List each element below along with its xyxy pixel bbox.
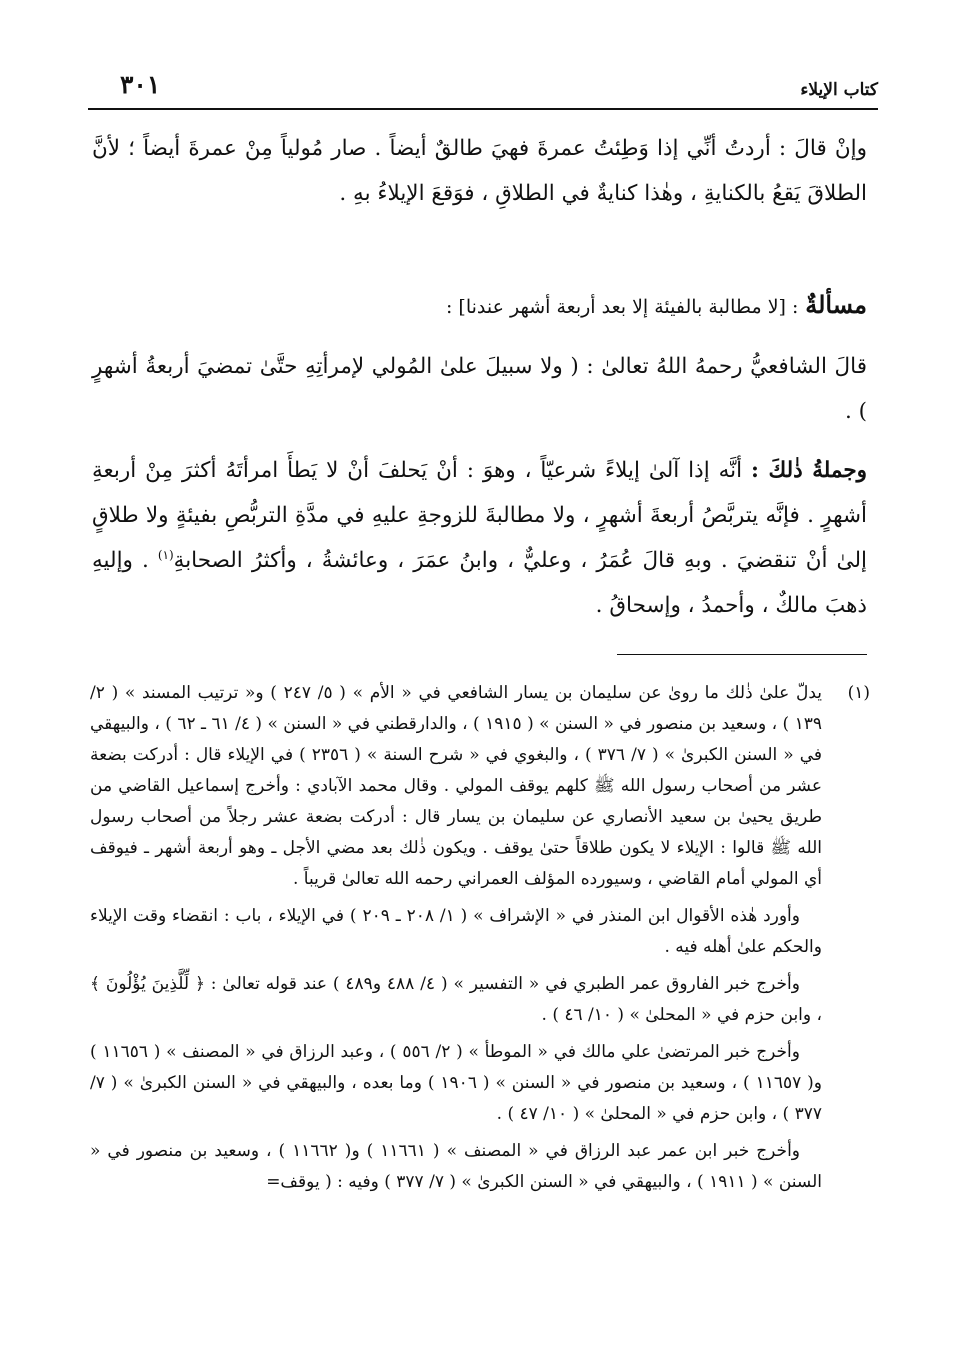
paragraph: قالَ الشافعيُّ رحمهُ اللهُ تعالىٰ : ( ولا سبيلَ علىٰ المُولي لإمرأتِهِ حتَّىٰ تمضيَ أربعةُ أشهرٍ ) . xyxy=(92,354,867,424)
paragraph xyxy=(92,448,867,628)
page-header xyxy=(88,66,878,106)
paragraph-lead: وجملةُ ذٰلكَ : xyxy=(750,458,867,483)
footnote-paragraph: وأخرج خبر المرتضىٰ علي مالك في « الموطأ » ( ٢/ ٥٥٦ ) ، وعبد الرزاق في « المصنف » ( ١١٦٥٦ ) و( ١١٦٥٧ ) ، وسعيد بن منصور في « السنن » ( ١٩٠٦ ) وما بعده ، والبيهقي في « السنن الكبرىٰ » ( ٧/ ٣٧٧ ) ، وابن حزم في « المحلىٰ » ( ١٠/ ٤٧ ) . xyxy=(90,1042,823,1124)
footnote-number: (١) xyxy=(847,683,870,703)
running-title: كتاب الإيلاء xyxy=(800,80,878,100)
footnote-paragraph: وأخرج خبر ابن عمر عبد الرزاق في « المصنف » ( ١١٦٦١ ) و( ١١٦٦٢ ) ، وسعيد بن منصور في « السنن » ( ١٩١١ ) ، والبيهقي في « السنن الكبرىٰ » ( ٧/ ٣٧٧ ) وفيه : ( يوقف= xyxy=(90,1141,822,1192)
masala-topic: : [لا مطالبة بالفيئة إلا بعد أربعة أشهر عندنا] : xyxy=(445,296,799,318)
paragraph: وإنْ قالَ : أردتُ أنِّي إذا وَطِئتُ عمرةَ فهيَ طالقٌ أيضاً . صار مُولياً مِنْ عمرةَ أيضاً ؛ لأنَّ الطلاقَ يَقعُ بالكنايةِ ، وهٰذا كنايةٌ في الطلاقِ ، فوَقعَ الإيلاءُ بهِ . xyxy=(92,136,867,206)
footnote-separator xyxy=(617,654,867,655)
masala-heading xyxy=(92,282,867,330)
footnote-item xyxy=(90,678,870,1198)
paragraph-tail: . وإليهِ ذهبَ مالكٌ ، وأحمدُ ، وإسحاقُ . xyxy=(92,548,867,618)
paragraph-text: أنَّه إذا آلىٰ إيلاءً شرعيّاً ، وهوَ : أنْ يَحلفَ أنْ لا يَطأَ امرأتَهُ أكثرَ مِنْ أربعةِ أشهرٍ . فإنَّه يتربَّصُ أربعةَ أشهرٍ ، ولا مطالبةَ للزوجةِ عليهِ في مدَّةِ التربُّصِ بفيئةٍ ولا طلاقٍ إلىٰ أنْ تنقضيَ . وبهِ قالَ عُمَرُ ، وعليٌّ ، وابنُ عمَرَ ، وعائشةُ ، وأكثرُ الصحابةِ xyxy=(92,458,867,573)
header-rule xyxy=(88,108,878,110)
footnote-content xyxy=(90,678,822,1198)
main-text xyxy=(92,126,867,628)
footnote-reference[interactable]: (١) xyxy=(157,547,174,562)
footnote-paragraph: وأورد هٰذه الأقوال ابن المنذر في « الإشراف » ( ١/ ٢٠٨ ـ ٢٠٩ ) في الإيلاء ، باب : انقضاء وقت الإيلاء والحكم علىٰ أهله فيه . xyxy=(90,906,822,957)
footnote-paragraph: يدلّ علىٰ ذٰلك ما روىٰ عن سليمان بن يسار الشافعي في « الأم » ( ٥/ ٢٤٧ ) و« ترتيب المسند » ( ٢/ ١٣٩ ) ، وسعيد بن منصور في « السنن » ( ١٩١٥ ) ، والدارقطني في « السنن » ( ٤/ ٦١ ـ ٦٢ ) ، والبيهقي في « السنن الكبرىٰ » ( ٧/ ٣٧٦ ) ، والبغوي في « شرح السنة » ( ٢٣٥٦ ) في الإيلاء قال : أدركت بضعة عشر من أصحاب رسول الله ﷺ كلهم يوقف المولي . وقال محمد الآبادي : وأخرج إسماعيل القاضي من طريق يحيىٰ بن سعيد الأنصاري عن سليمان بن يسار قال : أدركت بضعة عشر رجلاً من أصحاب رسول الله ﷺ قالوا : الإيلاء لا يكون طلاقاً حتىٰ يوقف . ويكون ذٰلك بعد مضي الأجل ـ وهو أربعة أشهر ـ فيوقف أي المولي أمام القاضي ، وسيورده المؤلف العمراني رحمه الله تعالىٰ قريباً . xyxy=(90,683,823,889)
masala-word: مسألةٌ xyxy=(805,290,867,319)
page-number: ٣٠١ xyxy=(120,70,161,99)
footnote-paragraph: وأخرج خبر الفاروق عمر الطبري في « التفسير » ( ٤/ ٤٨٨ و٤٨٩ ) عند قوله تعالىٰ : ﴿ لِّلَّذِينَ يُؤْلُونَ ﴾ ، وابن حزم في « المحلىٰ » ( ١٠/ ٤٦ ) . xyxy=(90,974,822,1025)
footnotes xyxy=(90,678,870,1198)
